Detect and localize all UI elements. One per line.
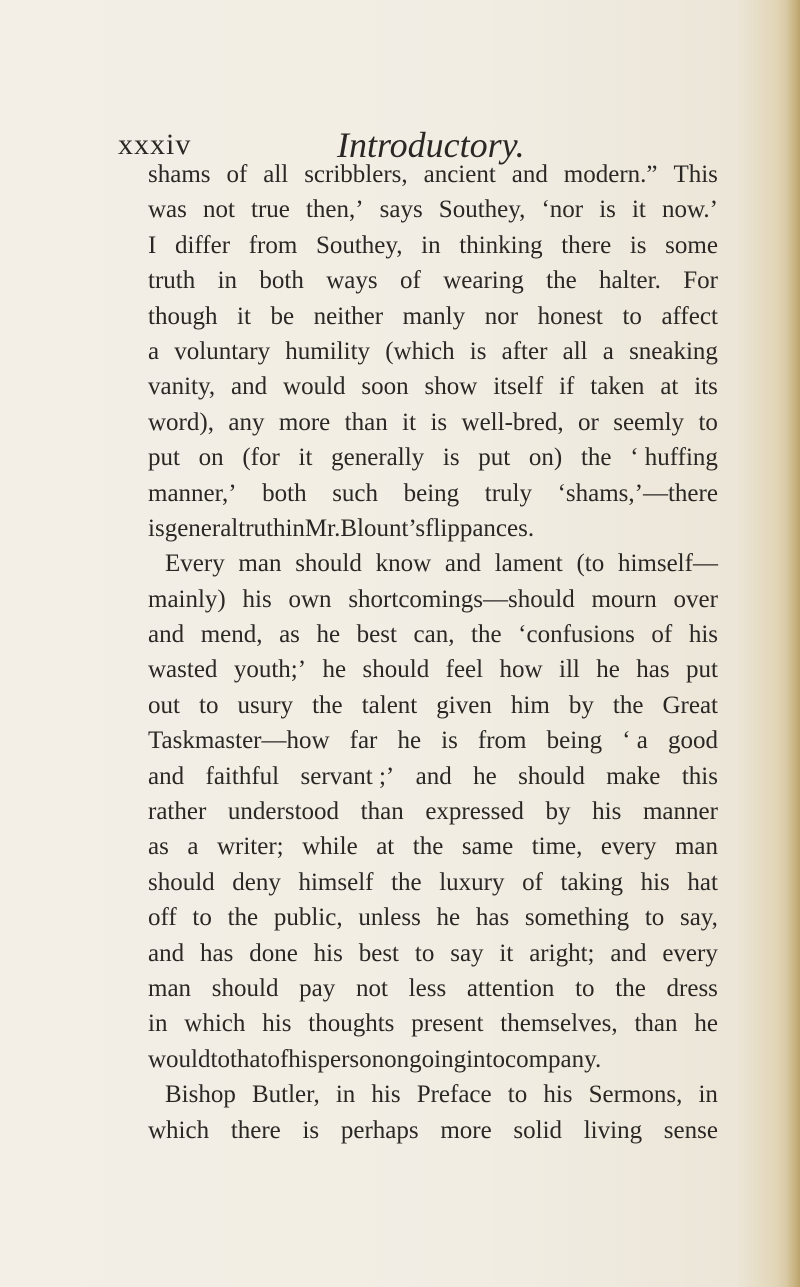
word: hat — [687, 868, 718, 896]
word: to — [210, 1045, 230, 1073]
word: given — [436, 691, 492, 719]
word: Taskmaster—how — [148, 727, 330, 755]
word: to — [507, 1081, 528, 1109]
page-edge-shading — [786, 0, 800, 1287]
word: he — [436, 904, 461, 932]
word: taking — [560, 868, 624, 896]
word: from — [477, 727, 527, 755]
text-line — [148, 829, 718, 864]
word: it — [298, 444, 313, 472]
word: more — [278, 408, 331, 436]
word: his — [592, 798, 622, 826]
word: to — [414, 939, 435, 967]
word: the — [227, 904, 259, 932]
word: a — [602, 337, 614, 365]
word: best — [358, 939, 400, 967]
word: both — [262, 479, 307, 507]
word: how — [499, 656, 543, 684]
word: to — [622, 302, 642, 330]
word: manner,’ — [148, 479, 237, 507]
word: and — [148, 621, 185, 649]
word: which — [148, 1116, 210, 1144]
word: the — [546, 267, 577, 295]
word: its — [694, 373, 718, 401]
word: can, — [413, 621, 455, 649]
word: attention — [466, 974, 555, 1002]
word: going — [409, 1045, 467, 1073]
word: every — [600, 833, 657, 861]
word: (which — [385, 337, 455, 365]
text-line — [148, 617, 718, 652]
word: the — [312, 691, 343, 719]
page-number: xxxiv — [118, 128, 192, 161]
word: shams — [148, 161, 211, 188]
word: Every — [165, 550, 225, 578]
word: and — [148, 762, 185, 790]
word: well-bred, — [461, 408, 564, 436]
word: more — [440, 1116, 492, 1144]
word: man — [148, 974, 192, 1002]
word: than — [344, 408, 388, 436]
word: nor — [484, 302, 519, 330]
word: both — [259, 267, 304, 295]
word: itself — [493, 373, 544, 401]
word: Preface — [416, 1081, 492, 1109]
text-line — [148, 440, 718, 475]
word: is — [469, 337, 487, 365]
word: from — [248, 231, 298, 259]
word: Southey, — [438, 196, 526, 224]
word: Great — [662, 691, 718, 719]
word: and — [444, 550, 481, 578]
text-line — [148, 228, 718, 263]
word: not — [202, 196, 235, 224]
word: aright; — [529, 939, 595, 967]
word: ‘nor — [541, 196, 584, 224]
word: off — [148, 904, 177, 932]
word: than — [360, 798, 404, 826]
word: make — [606, 762, 661, 790]
text-line — [148, 652, 718, 687]
word: and — [610, 939, 647, 967]
word: is — [148, 514, 165, 542]
word: all — [562, 337, 588, 365]
word: truth — [148, 267, 196, 295]
text-line — [148, 546, 718, 581]
word: and — [148, 939, 185, 967]
word: scribblers, — [304, 161, 408, 188]
word: he — [694, 1010, 718, 1038]
word: there — [230, 1116, 281, 1144]
word: would — [148, 1045, 211, 1073]
word: which — [184, 1010, 246, 1038]
text-line — [148, 299, 718, 334]
word: This — [673, 161, 718, 188]
word: say, — [679, 904, 718, 932]
text-line — [148, 759, 718, 794]
word: mainly) — [148, 585, 226, 613]
word: him — [510, 691, 550, 719]
word: ‘confusions — [518, 621, 635, 649]
word: a — [187, 833, 199, 861]
word: on — [198, 444, 224, 472]
word: has — [475, 904, 510, 932]
word: a — [148, 337, 160, 365]
word: to — [644, 904, 665, 932]
word: Butler, — [251, 1081, 320, 1109]
word: he — [322, 656, 347, 684]
word: less — [408, 974, 447, 1002]
word: dress — [666, 974, 718, 1002]
word: affect — [661, 302, 718, 330]
word: it — [402, 408, 417, 436]
text-line — [148, 476, 718, 511]
word: Mr. — [304, 514, 341, 542]
word: ‘ a — [622, 727, 648, 755]
word: ‘shams,’—there — [557, 479, 718, 507]
word: ancient — [423, 161, 496, 188]
word: shortcomings—should — [348, 585, 575, 613]
word: the — [412, 833, 444, 861]
word: modern.” — [563, 161, 658, 188]
text-line — [148, 1077, 718, 1112]
word: flippances. — [425, 514, 535, 542]
word: youth;’ — [233, 656, 307, 684]
word: of — [651, 621, 673, 649]
word: far — [349, 727, 378, 755]
word: is — [599, 196, 616, 224]
word: public, — [273, 904, 343, 932]
word: to — [698, 408, 718, 436]
word: unless — [358, 904, 421, 932]
word: themselves, — [500, 1010, 618, 1038]
text-line — [148, 192, 718, 227]
word: as — [148, 833, 169, 861]
word: the — [391, 868, 422, 896]
word: to — [199, 691, 219, 719]
word: thoughts — [308, 1010, 395, 1038]
body-text — [148, 157, 718, 1148]
word: his — [543, 1081, 573, 1109]
word: mourn — [591, 585, 657, 613]
text-line — [148, 936, 718, 971]
word: mend, — [200, 621, 263, 649]
running-title: Introductory. — [337, 125, 525, 165]
word: and — [231, 373, 268, 401]
word: at — [376, 833, 395, 861]
word: should — [211, 974, 279, 1002]
word: Sermons, — [588, 1081, 683, 1109]
word: or — [577, 408, 599, 436]
word: expressed — [425, 798, 524, 826]
text-line — [148, 794, 718, 829]
word: something — [524, 904, 630, 932]
word: is — [302, 1116, 320, 1144]
word: on — [384, 1045, 410, 1073]
word: writer; — [216, 833, 284, 861]
word: generally — [331, 444, 425, 472]
word: this — [681, 762, 718, 790]
word: ill — [559, 656, 580, 684]
word: in — [698, 1081, 718, 1109]
word: Bishop — [165, 1081, 236, 1109]
word: For — [683, 267, 718, 295]
word: being — [546, 727, 603, 755]
word: wearing — [443, 267, 524, 295]
word: and — [415, 762, 452, 790]
word: general — [164, 514, 239, 542]
word: his — [313, 939, 343, 967]
word: rather — [148, 798, 207, 826]
word: voluntary — [174, 337, 271, 365]
word: seemly — [613, 408, 685, 436]
word: talent — [361, 691, 418, 719]
word: should — [518, 762, 585, 790]
word: in — [217, 267, 238, 295]
text-line — [148, 1113, 718, 1148]
word: man — [238, 550, 282, 578]
word: truth — [238, 514, 286, 542]
word: over — [673, 585, 718, 613]
word: of — [226, 161, 248, 188]
word: was — [148, 196, 187, 224]
word: thinking — [459, 231, 543, 259]
word: ways — [326, 267, 378, 295]
word: at — [660, 373, 679, 401]
word: on) — [528, 444, 563, 472]
word: his — [688, 621, 718, 649]
word: any — [228, 408, 265, 436]
word: honest — [537, 302, 603, 330]
text-line — [148, 688, 718, 723]
word: true — [251, 196, 290, 224]
word: halter. — [599, 267, 661, 295]
word: servant ;’ — [300, 762, 395, 790]
word: put — [686, 656, 718, 684]
word: done — [249, 939, 298, 967]
word: he — [316, 621, 341, 649]
word: differ — [174, 231, 231, 259]
word: in — [421, 231, 441, 259]
word: not — [356, 974, 388, 1002]
word: his — [288, 1045, 318, 1073]
word: to — [575, 974, 595, 1002]
word: is — [629, 231, 647, 259]
word: Blount’s — [340, 514, 426, 542]
word: there — [561, 231, 612, 259]
word: would — [283, 373, 346, 401]
word: every — [662, 939, 718, 967]
word: know — [375, 550, 432, 578]
word: best — [356, 621, 397, 649]
word: ‘ huffing — [630, 444, 718, 472]
word: truly — [484, 479, 532, 507]
word: show — [424, 373, 478, 401]
word: himself— — [617, 550, 718, 578]
word: understood — [227, 798, 340, 826]
word: in — [335, 1081, 356, 1109]
word: put — [148, 444, 180, 472]
word: in — [148, 1010, 168, 1038]
word: manly — [402, 302, 466, 330]
text-line — [148, 582, 718, 617]
word: being — [403, 479, 460, 507]
word: in — [285, 514, 305, 542]
word: I — [148, 231, 157, 259]
word: as — [279, 621, 300, 649]
word: living — [583, 1116, 643, 1144]
word: (for — [242, 444, 280, 472]
word: Southey, — [315, 231, 403, 259]
word: person — [317, 1045, 385, 1073]
text-line — [148, 157, 718, 192]
word: of — [400, 267, 421, 295]
text-line — [148, 865, 718, 900]
word: though — [148, 302, 218, 330]
text-line — [148, 263, 718, 298]
word: perhaps — [340, 1116, 419, 1144]
word: soon — [361, 373, 409, 401]
word: good — [667, 727, 718, 755]
word: is — [442, 444, 460, 472]
word: own — [288, 585, 332, 613]
text-line — [148, 723, 718, 758]
word: luxury — [439, 868, 505, 896]
word: same — [461, 833, 514, 861]
word: the — [612, 691, 644, 719]
word: is — [441, 727, 458, 755]
word: while — [302, 833, 358, 861]
text-line — [148, 405, 718, 440]
word: out — [148, 691, 180, 719]
word: says — [379, 196, 423, 224]
word: his — [262, 1010, 292, 1038]
text-line — [148, 971, 718, 1006]
word: the — [471, 621, 502, 649]
word: than — [634, 1010, 678, 1038]
word: he — [473, 762, 497, 790]
text-line — [148, 900, 718, 935]
word: vanity, — [148, 373, 216, 401]
word: all — [263, 161, 289, 188]
text-line — [148, 334, 718, 369]
word: it — [499, 939, 514, 967]
word: and — [511, 161, 548, 188]
word: of — [522, 868, 543, 896]
word: should — [295, 550, 362, 578]
word: word), — [148, 408, 214, 436]
word: the — [615, 974, 646, 1002]
word: say — [450, 939, 484, 967]
word: wasted — [148, 656, 218, 684]
word: by — [545, 798, 571, 826]
word: present — [411, 1010, 484, 1038]
text-line — [148, 1006, 718, 1041]
word: of — [267, 1045, 289, 1073]
word: company. — [504, 1045, 602, 1073]
word: by — [568, 691, 594, 719]
word: himself — [298, 868, 374, 896]
word: into — [466, 1045, 505, 1073]
word: manner — [642, 798, 718, 826]
word: feel — [445, 656, 484, 684]
word: it — [237, 302, 251, 330]
word: such — [332, 479, 379, 507]
word: has — [636, 656, 670, 684]
word: his — [242, 585, 272, 613]
word: humility — [285, 337, 371, 365]
word: (to — [576, 550, 605, 578]
word: has — [199, 939, 234, 967]
word: is — [430, 408, 448, 436]
word: neither — [313, 302, 384, 330]
word: usury — [237, 691, 294, 719]
word: man — [674, 833, 718, 861]
word: if — [559, 373, 575, 401]
word: sneaking — [629, 337, 718, 365]
text-line — [148, 1042, 718, 1077]
word: should — [148, 868, 215, 896]
word: lament — [494, 550, 563, 578]
word: his — [371, 1081, 401, 1109]
word: taken — [590, 373, 645, 401]
word: some — [665, 231, 718, 259]
word: the — [580, 444, 612, 472]
word: after — [501, 337, 548, 365]
word: his — [640, 868, 670, 896]
word: now.’ — [661, 196, 718, 224]
text-line — [148, 369, 718, 404]
word: be — [270, 302, 295, 330]
word: pay — [299, 974, 336, 1002]
word: that — [229, 1045, 268, 1073]
word: solid — [513, 1116, 563, 1144]
text-line — [148, 511, 718, 546]
word: to — [192, 904, 212, 932]
word: it — [631, 196, 646, 224]
word: should — [362, 656, 430, 684]
word: time, — [531, 833, 583, 861]
word: he — [596, 656, 620, 684]
word: deny — [232, 868, 281, 896]
word: sense — [663, 1116, 718, 1144]
word: then,’ — [305, 196, 364, 224]
word: faithful — [205, 762, 280, 790]
word: put — [478, 444, 511, 472]
word: he — [397, 727, 422, 755]
